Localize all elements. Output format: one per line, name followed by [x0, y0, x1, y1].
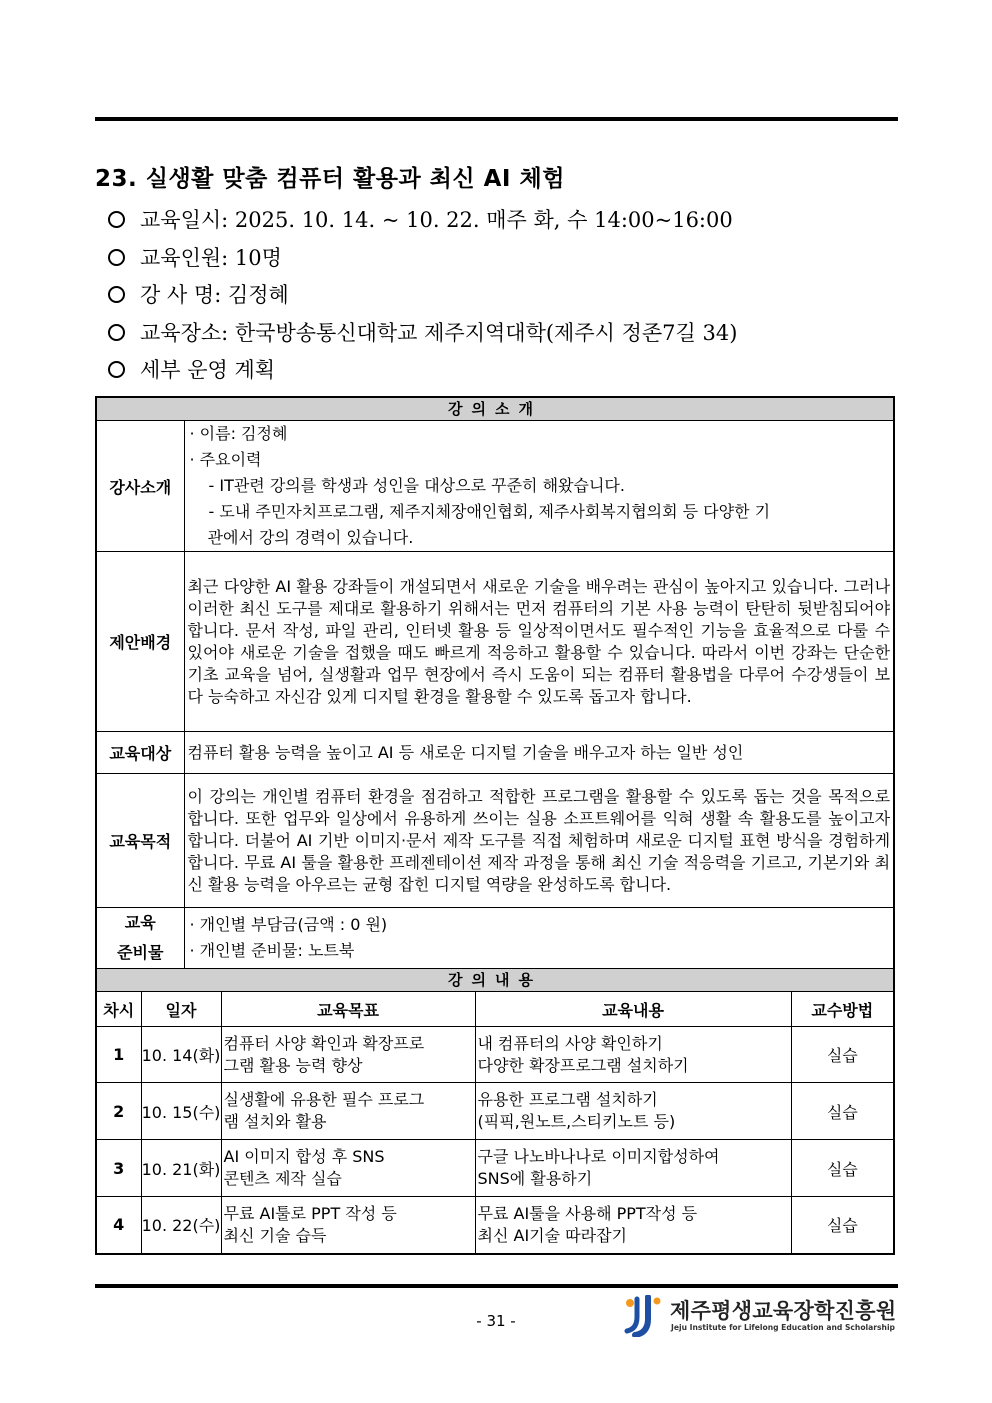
target-text: 컴퓨터 활용 능력을 높이고 AI 등 새로운 디지털 기술을 배우고자 하는 일반 성인 [184, 732, 894, 774]
circle-bullet-icon [108, 361, 125, 378]
circle-bullet-icon [108, 324, 125, 341]
org-logo [624, 1293, 897, 1339]
purpose-text: 이 강의는 개인별 컴퓨터 환경을 점검하고 적합한 프로그램을 활용할 수 있도록 돕는 것을 목적으로 합니다. 또한 업무와 일상에서 유용하게 쓰이는 실용 소프트웨어를 익혀 생활 속 활용도를 높이고자 합니다. 더불어 AI 기반 이미지·문서 제작 도구를 직접 체험하며 새로운 디지털 표현 방식을 경험하게 합니다. 무료 AI 툴을 활용한 프레젠테이션 제작 과정을 통해 최신 기술 적응력을 기르고, 기본기와 최신 활용 능력을 아우르는 균형 잡힌 디지털 역량을 완성하도록 합니다. [184, 774, 894, 908]
info-item: 세부 운영 계획 [108, 352, 737, 390]
background-text: 최근 다양한 AI 활용 강좌들이 개설되면서 새로운 기술을 배우려는 관심이 높아지고 있습니다. 그러나 이러한 최신 도구를 제대로 활용하기 위해서는 먼저 컴퓨터의 기본 사용 능력이 탄탄히 뒷받침되어야 합니다. 문서 작성, 파일 관리, 인터넷 활용 등 일상적이면서도 필수적인 기능을 효율적으로 다룰 수 있어야 새로운 기술을 접했을 때도 빠르게 적응하고 활용할 수 있습니다. 따라서 이번 강좌는 단순한 기초 교육을 넘어, 실생활과 업무 현장에서 즉시 도움이 되는 컴퓨터 활용법을 다루어 수강생들이 보다 능숙하고 자신감 있게 디지털 환경을 활용할 수 있도록 돕고자 합니다. [184, 552, 894, 732]
table-row: 3 10. 21(화) AI 이미지 합성 후 SNS 콘텐츠 제작 실습 구글 나노바나나로 이미지합성하여 SNS에 활용하기 실습 [96, 1140, 894, 1197]
info-item: 교육장소: 한국방송통신대학교 제주지역대학(제주시 정존7길 34) [108, 315, 737, 353]
org-logo-icon [624, 1295, 662, 1337]
plan-table [95, 396, 895, 1255]
instructor-cell [184, 421, 894, 552]
instructor-label: 강사소개 [96, 421, 184, 552]
info-list [108, 202, 737, 390]
content-header: 강의내용 [96, 969, 894, 992]
col-method: 교수방법 [791, 992, 894, 1027]
intro-header: 강의소개 [96, 397, 894, 421]
circle-bullet-icon [108, 211, 125, 228]
target-label: 교육대상 [96, 732, 184, 774]
materials-label: 교육 준비물 [96, 908, 184, 969]
section-title: 23. 실생활 맞춤 컴퓨터 활용과 최신 AI 체험 [95, 166, 565, 192]
table-row: 2 10. 15(수) 실생활에 유용한 필수 프로그 램 설치와 활용 유용한 프로그램 설치하기 (픽픽,원노트,스티키노트 등) 실습 [96, 1083, 894, 1140]
table-row: 4 10. 22(수) 무료 AI툴로 PPT 작성 등 최신 기술 습득 무료 AI툴을 사용해 PPT작성 등 최신 AI기술 따라잡기 실습 [96, 1197, 894, 1254]
info-item: 강 사 명: 김정혜 [108, 277, 737, 315]
materials-line: · 개인별 부담금(금액 : 0 원) [189, 915, 388, 934]
instructor-line: - 도내 주민자치프로그램, 제주지체장애인협회, 제주사회복지협의회 등 다양한 기 [208, 502, 771, 521]
purpose-label: 교육목적 [96, 774, 184, 908]
table-row: 1 10. 14(화) 컴퓨터 사양 확인과 확장프로 그램 활용 능력 향상 내 컴퓨터의 사양 확인하기 다양한 확장프로그램 설치하기 실습 [96, 1027, 894, 1083]
info-item: 교육인원: 10명 [108, 240, 737, 278]
materials-line: · 개인별 준비물: 노트북 [189, 941, 355, 960]
circle-bullet-icon [108, 286, 125, 303]
background-label: 제안배경 [96, 552, 184, 732]
instructor-line: 관에서 강의 경력이 있습니다. [207, 528, 414, 547]
col-goal: 교육목표 [221, 992, 475, 1027]
org-name: 제주평생교육장학진흥원 [670, 1299, 897, 1323]
col-session: 차시 [96, 992, 141, 1027]
page-number: - 31 - [476, 1312, 516, 1330]
instructor-line: - IT관련 강의를 학생과 성인을 대상으로 꾸준히 해왔습니다. [208, 476, 625, 495]
col-date: 일자 [141, 992, 221, 1027]
top-rule [95, 117, 898, 121]
instructor-line: · 이름: 김정혜 [189, 424, 288, 443]
instructor-line: · 주요이력 [189, 450, 262, 469]
info-item: 교육일시: 2025. 10. 14. ~ 10. 22. 매주 화, 수 14:00~16:00 [108, 202, 737, 240]
materials-cell [184, 908, 894, 969]
circle-bullet-icon [108, 249, 125, 266]
bottom-rule [95, 1284, 898, 1288]
org-english-name: Jeju Institute for Lifelong Education and Scholarship [671, 1323, 895, 1332]
col-content: 교육내용 [475, 992, 791, 1027]
